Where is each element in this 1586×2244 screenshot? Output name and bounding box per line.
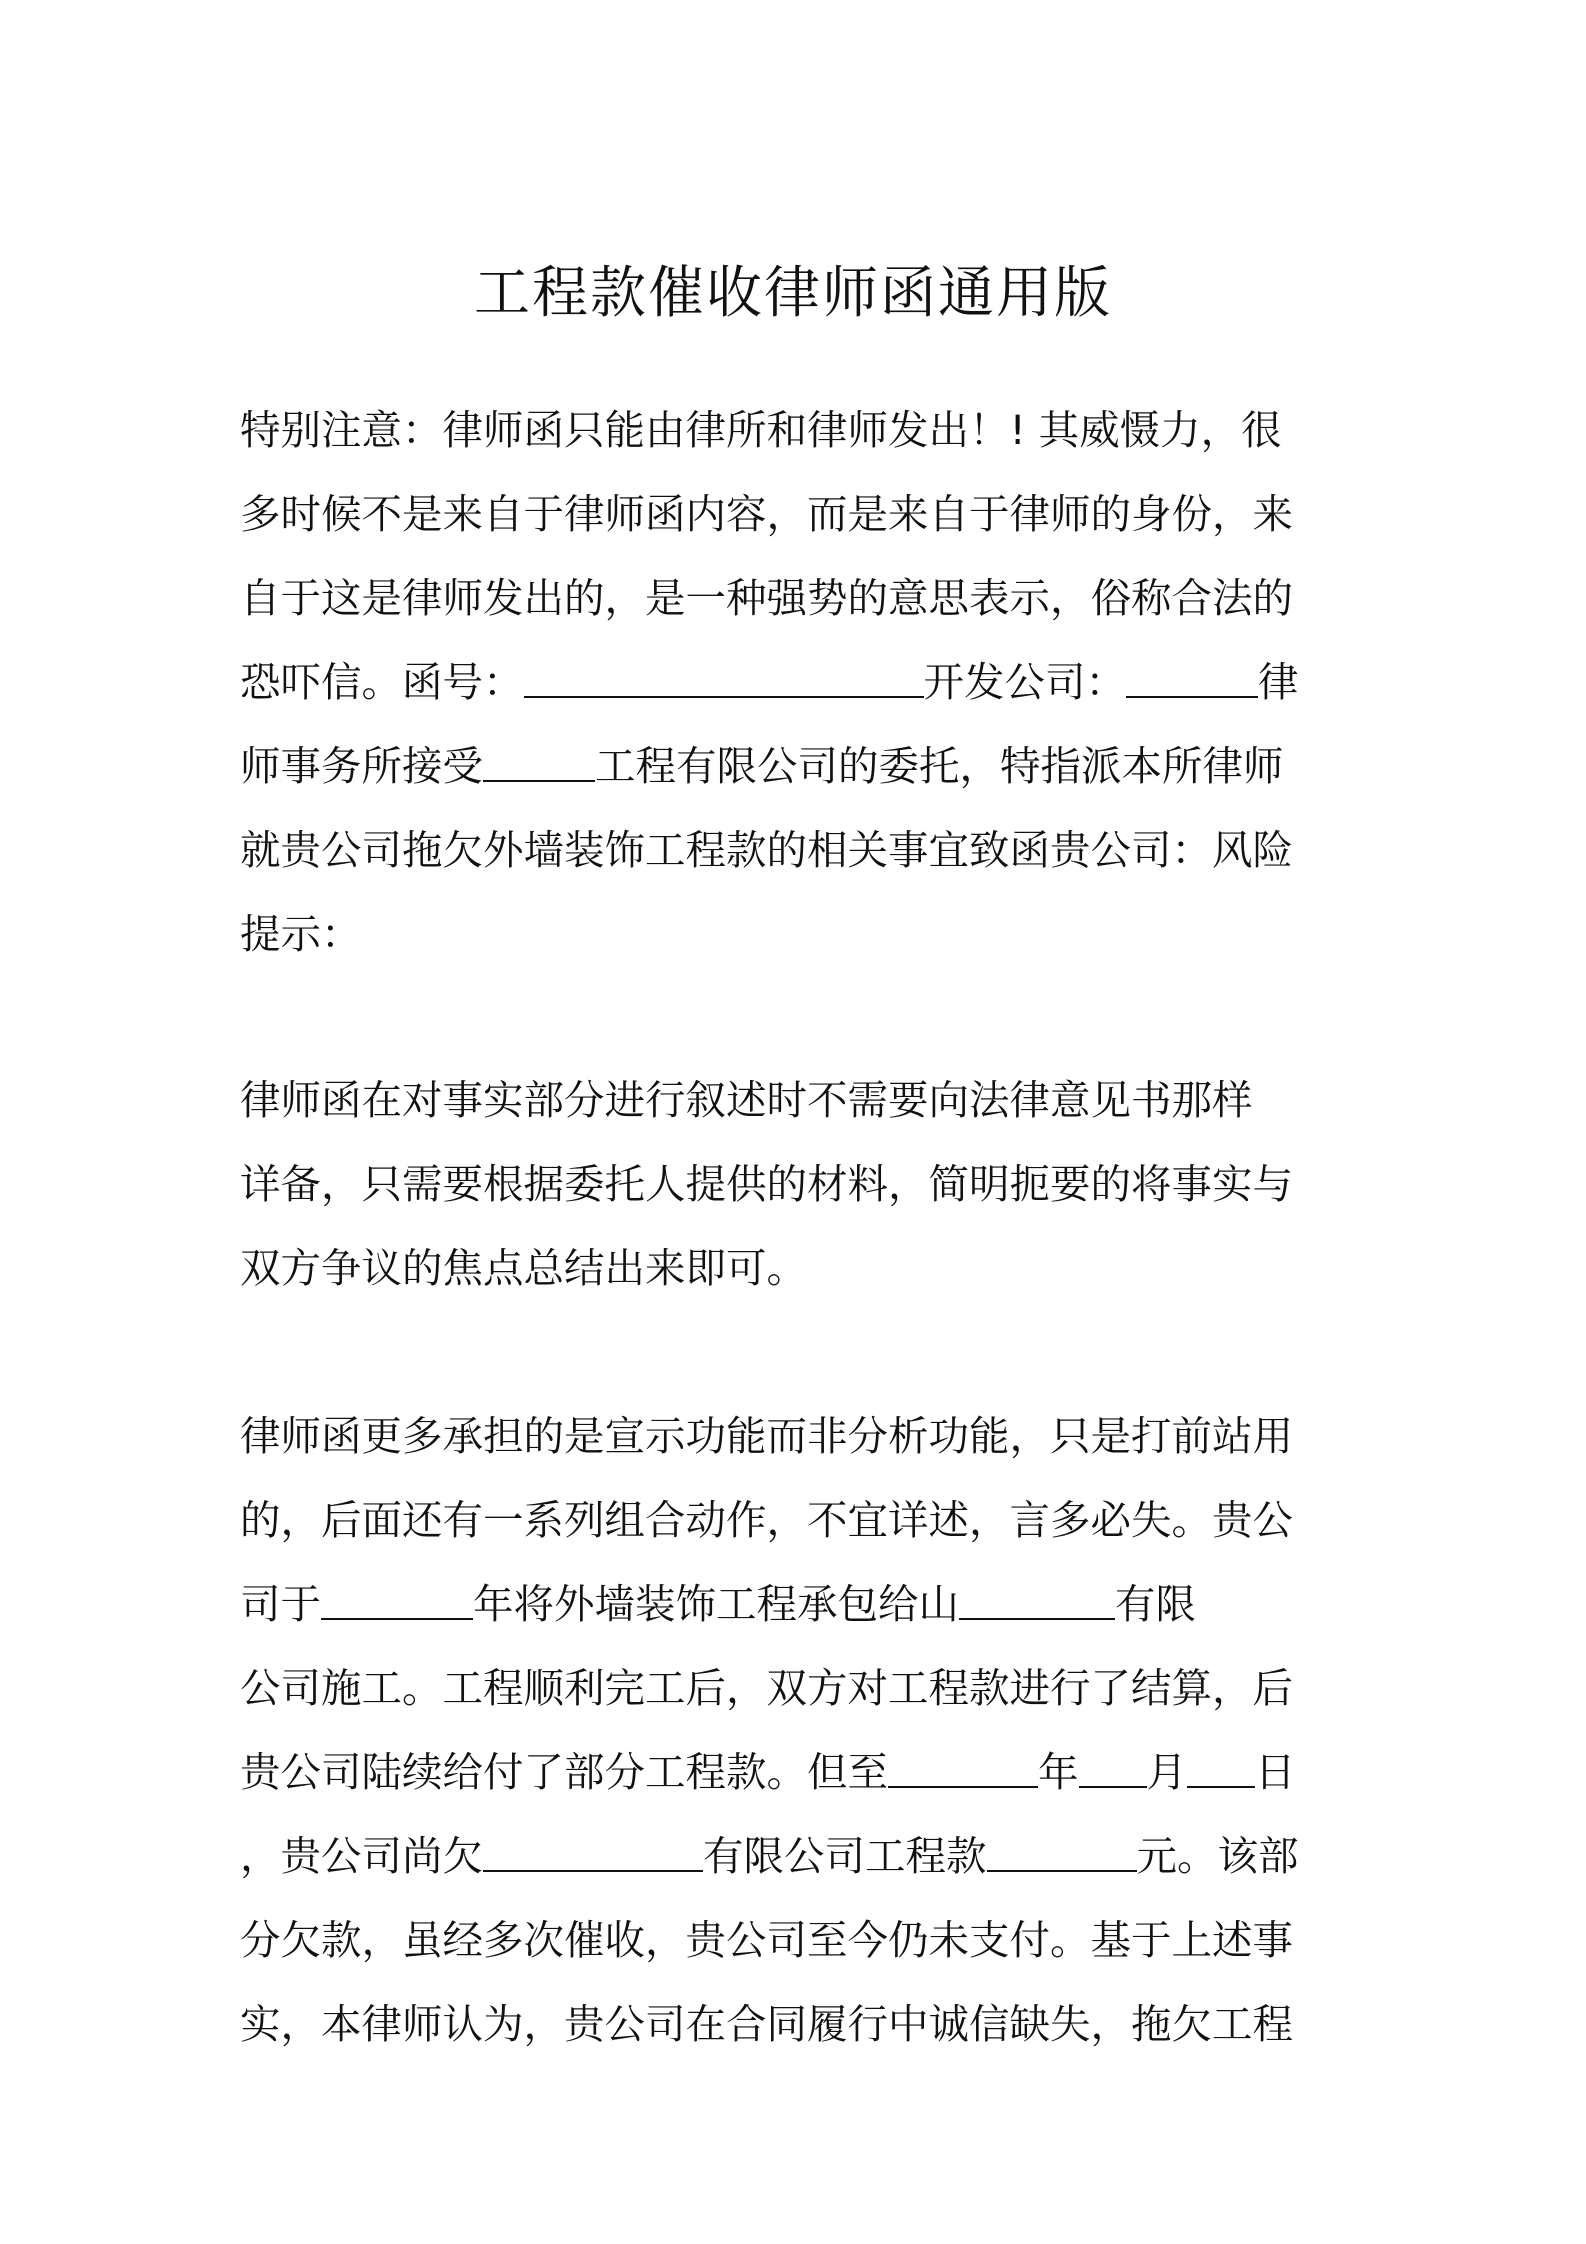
contractor-blank xyxy=(959,1566,1115,1620)
text-fragment: 有限公司工程款 xyxy=(703,1832,987,1880)
paragraph-2-line-1: 律师函在对事实部分进行叙述时不需要向法律意见书那样 xyxy=(240,1076,1253,1124)
paragraph-3-line-1: 律师函更多承担的是宣示功能而非分析功能，只是打前站用 xyxy=(240,1412,1293,1460)
paragraph-1-line-1: 特别注意：律师函只能由律所和律师发出！! 其威慑力，很 xyxy=(240,406,1282,454)
paragraph-1-line-7: 提示： xyxy=(240,910,362,958)
text-fragment: 元。该部 xyxy=(1136,1832,1299,1880)
text-fragment: 司于 xyxy=(240,1580,321,1628)
company-blank xyxy=(483,1818,703,1872)
developer-label: 开发公司： xyxy=(923,658,1126,706)
date-month-blank xyxy=(1079,1734,1147,1788)
text-fragment: 年 xyxy=(1038,1748,1079,1796)
year-blank xyxy=(321,1566,473,1620)
paragraph-2-line-2: 详备，只需要根据委托人提供的材料，简明扼要的将事实与 xyxy=(240,1160,1293,1208)
text-fragment: 工程有限公司的委托，特指派本所律师 xyxy=(595,742,1284,790)
date-day-blank xyxy=(1187,1734,1255,1788)
amount-blank xyxy=(987,1818,1137,1872)
developer-blank xyxy=(1126,644,1258,698)
text-fragment: 年将外墙装饰工程承包给山 xyxy=(473,1580,959,1628)
paragraph-2-line-3: 双方争议的焦点总结出来即可。 xyxy=(240,1244,807,1292)
text-fragment: 日 xyxy=(1255,1748,1296,1796)
paragraph-3-line-4: 公司施工。工程顺利完工后，双方对工程款进行了结算，后 xyxy=(240,1664,1293,1712)
paragraph-1-line-6: 就贵公司拖欠外墙装饰工程款的相关事宜致函贵公司：风险 xyxy=(240,826,1293,874)
paragraph-1-line-5 xyxy=(240,724,1350,808)
letter-number-blank xyxy=(524,644,924,698)
text-fragment: ，贵公司尚欠 xyxy=(240,1832,483,1880)
paragraph-1-line-4 xyxy=(240,640,1350,724)
date-year-blank xyxy=(888,1734,1038,1788)
text-fragment: 律 xyxy=(1258,658,1299,706)
document-title: 工程款催收律师函通用版 xyxy=(474,261,1112,326)
paragraph-3-line-6 xyxy=(240,1814,1350,1898)
paragraph-1-line-3: 自于这是律师发出的，是一种强势的意思表示，俗称合法的 xyxy=(240,574,1293,622)
client-blank xyxy=(483,728,595,782)
paragraph-3-line-5 xyxy=(240,1730,1350,1814)
text-fragment: 贵公司陆续给付了部分工程款。但至 xyxy=(240,1748,888,1796)
paragraph-3-line-7: 分欠款，虽经多次催收，贵公司至今仍未支付。基于上述事 xyxy=(240,1916,1293,1964)
paragraph-3-line-2: 的，后面还有一系列组合动作，不宜详述，言多必失。贵公 xyxy=(240,1496,1293,1544)
text-fragment: 有限 xyxy=(1115,1580,1196,1628)
paragraph-3-line-8: 实，本律师认为，贵公司在合同履行中诚信缺失，拖欠工程 xyxy=(240,2000,1293,2048)
letter-number-label: 恐吓信。函号： xyxy=(240,658,524,706)
paragraph-3-line-3 xyxy=(240,1562,1350,1646)
text-fragment: 师事务所接受 xyxy=(240,742,483,790)
text-fragment: 月 xyxy=(1146,1748,1187,1796)
paragraph-1-line-2: 多时候不是来自于律师函内容，而是来自于律师的身份，来 xyxy=(240,490,1293,538)
